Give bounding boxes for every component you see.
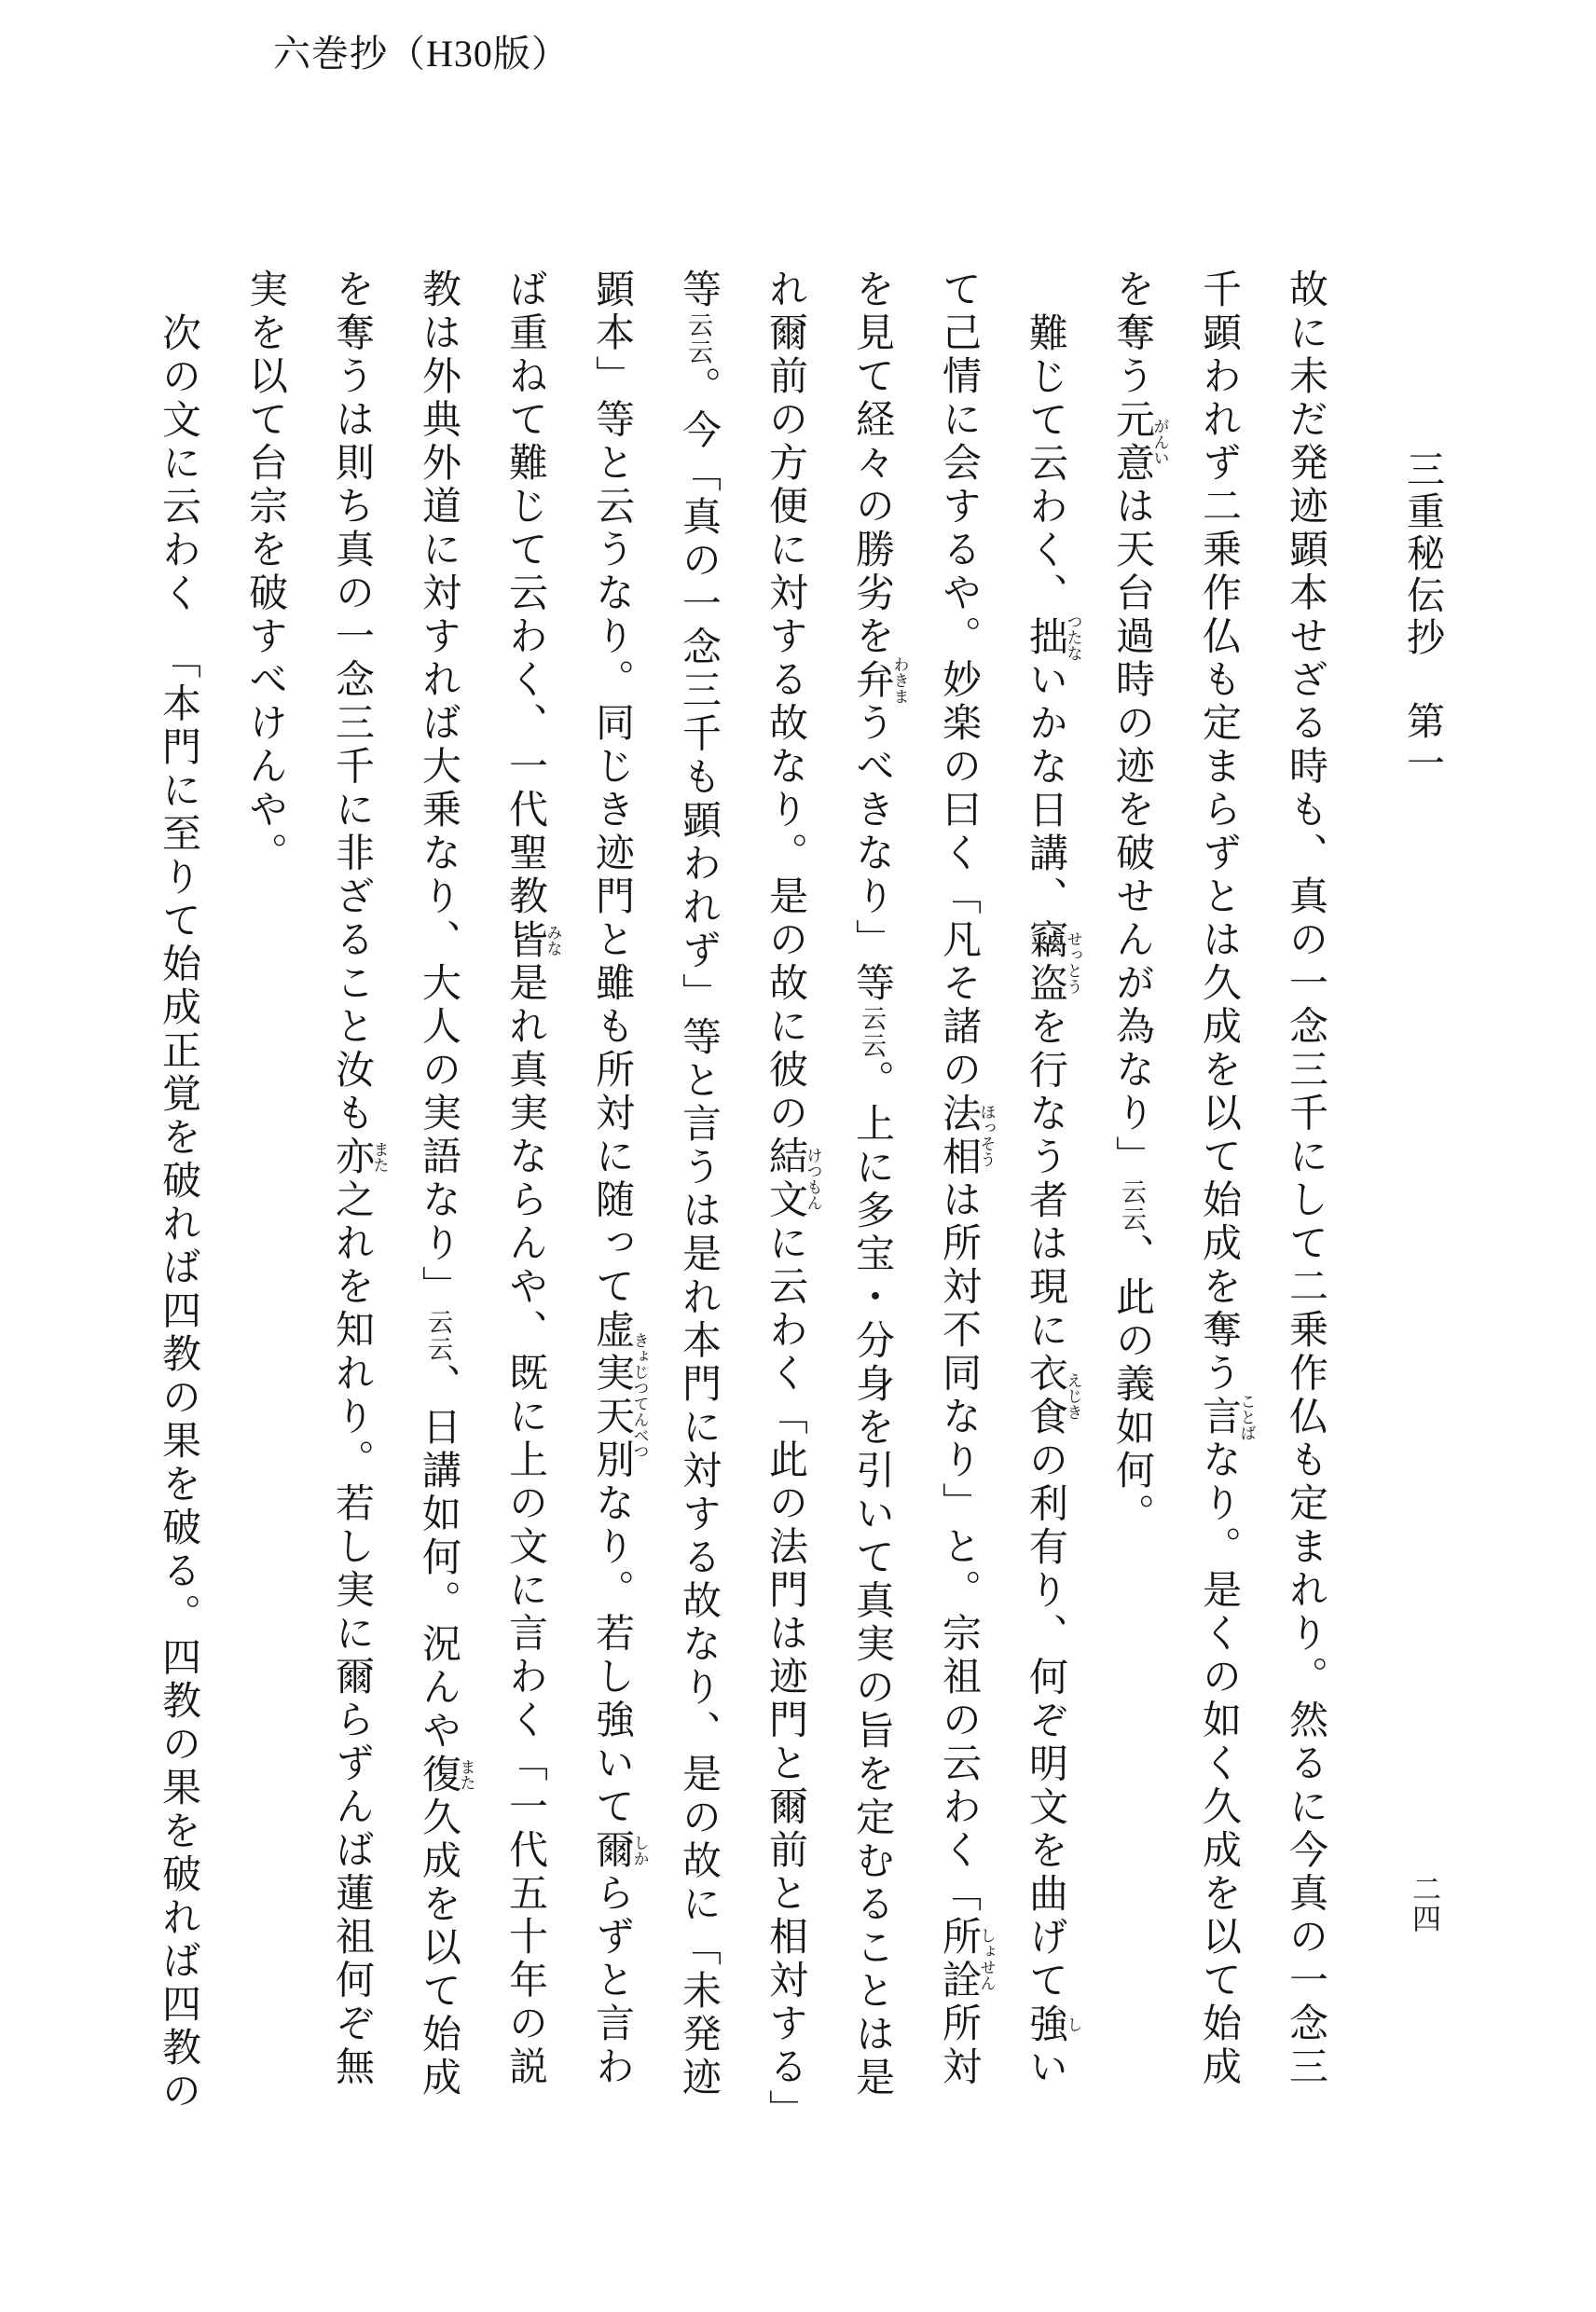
body-text	[134, 268, 1348, 2133]
furigana-annotated-word: 法相ほっそう	[937, 1092, 996, 1179]
furigana-annotated-word: 衣食えじき	[1024, 1353, 1082, 1439]
furigana-annotated-word: 拙つたな	[1024, 613, 1082, 662]
text-column: 等云云。今「真の一念三千も顕われず」等と言うは是れ本門に対する故なり、是の故に「未発迹	[677, 268, 720, 2100]
text-column: を見て経々の勝劣を弁わきまうべきなり」等云云。上に多宝・分身を引いて真実の旨を定むることは是	[850, 268, 909, 2100]
furigana-annotated-word: 弁わきま	[850, 656, 909, 705]
small-note-unnun: 云云	[1118, 1178, 1146, 1233]
furigana-annotated-word: 皆みな	[503, 918, 562, 962]
furigana-annotated-word: 言ことば	[1197, 1393, 1256, 1441]
furigana-annotated-word: 虚実天別きょじつてんべつ	[590, 1309, 649, 1482]
text-column: 難じて云わく、拙つたないかな日講、竊盗せっとうを行なう者は現に衣食えじきの利有り、何ぞ明文を曲げて強しい	[1024, 312, 1082, 2090]
text-column: て己情に会するや。妙楽の曰く「凡そ諸の法相ほっそうは所対不同なり」と。宗祖の云わく「所詮しょせん所対	[937, 268, 996, 2089]
text-column: ば重ねて難じて云わく、一代聖教皆みな是れ真実ならんや、既に上の文に言わく「一代五十年の説	[503, 268, 562, 2089]
text-column: 次の文に云わく 「本門に至りて始成正覚を破れば四教の果を破る。四教の果を破れば四教の	[157, 312, 200, 2113]
furigana-annotated-word: 復また	[417, 1753, 475, 1796]
furigana-annotated-word: 爾しか	[590, 1829, 649, 1873]
doc-title: 三重秘伝抄 第一	[1401, 449, 1444, 785]
furigana-annotated-word: 元意がんい	[1110, 398, 1169, 486]
furigana-annotated-word: 強し	[1024, 2002, 1082, 2046]
furigana-annotated-word: 結文けつもん	[764, 1135, 822, 1222]
text-column: 顕本」等と云うなり。同じき迹門と雖も所対に随って虚実天別きょじつてんべつなり。若し強いて爾しからずと言わ	[590, 268, 649, 2089]
text-column: れ爾前の方便に対する故なり。是の故に彼の結文けつもんに云わく「此の法門は迹門と爾前と相対する」	[764, 268, 822, 2133]
small-note-unnun: 云云	[424, 1309, 452, 1363]
text-column: 千顕われず二乗作仏も定まらずとは久成を以て始成を奪う言ことばなり。是くの如く久成を以て始成	[1197, 268, 1256, 2089]
small-note-unnun: 云云	[858, 1005, 886, 1060]
furigana-annotated-word: 亦また	[330, 1135, 389, 1179]
furigana-annotated-word: 所詮しょせん	[937, 1916, 996, 2002]
text-column: 実を以て台宗を破すべけんや。	[243, 268, 286, 875]
small-note-unnun: 云云	[684, 311, 712, 366]
text-column: 故に未だ発迹顕本せざる時も、真の一念三千にして二乗作仏も定まれり。然るに今真の一念三	[1284, 268, 1327, 2089]
text-column: を奪う元意がんいは天台過時の迹を破せんが為なり」云云、此の義如何。	[1110, 268, 1169, 1536]
text-column: 教は外典外道に対すれば大乗なり、大人の実語なり」云云、日講如何。況んや復また久成を以て始成	[417, 268, 475, 2100]
running-header: 六巻抄（H30版）	[273, 33, 570, 75]
page-number: 二四	[1408, 1874, 1440, 1934]
furigana-annotated-word: 竊盗せっとう	[1024, 919, 1082, 1006]
text-column: を奪うは則ち真の一念三千に非ざること汝も亦また之れを知れり。若し実に爾らずんば蓮祖何ぞ無	[330, 268, 389, 2089]
